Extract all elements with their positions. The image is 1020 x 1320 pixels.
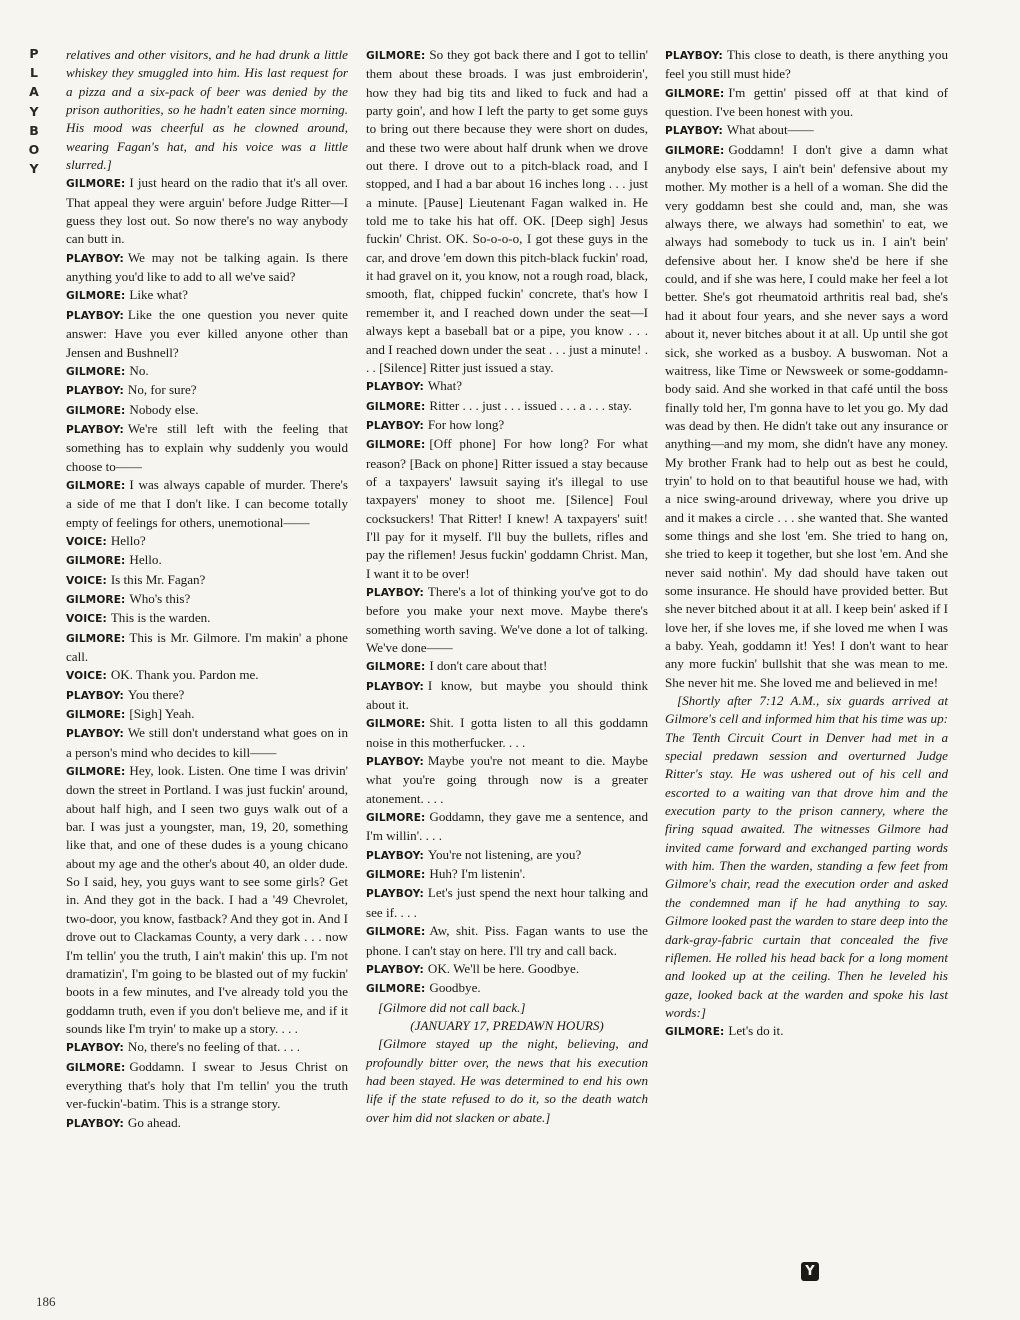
speaker-label: GILMORE: [366,926,426,939]
speaker-label: PLAYBOY: [665,125,723,138]
dialogue-text: For how long? [427,416,505,432]
dialogue-paragraph [366,865,648,884]
dialogue-text: [Off phone] For how long? For what reason? [Back on phone] Ritter issued a stay because of a taxpayers' lawsuit saying it's illegal to use taxpayers' money to shoot me. [Silence] Foul cocksuckers! That Ritter! I knew! A taxpayers' suit! I'll pay for it myself. I'll buy the bullets, rifles and pay the riflemen! Jesus fuckin' goddamn Christ. Man, I want it to be over! [366,436,648,581]
page-number: 186 [36,1294,56,1309]
dialogue-text: Goddamn, they gave me a sentence, and I'm willin'. . . . [366,809,648,844]
side-title-letter: L [30,65,38,81]
side-title-letter: Y [29,103,39,119]
speaker-label: GILMORE: [66,365,126,378]
dialogue-text: Hello. [129,552,162,568]
dialogue-text: No. [129,362,149,378]
speaker-label: VOICE: [66,613,107,626]
dialogue-text: Is this Mr. Fagan? [110,571,206,587]
dialogue-paragraph [66,249,348,287]
dialogue-paragraph [366,846,648,865]
dialogue-paragraph [366,46,648,377]
dialogue-text: Let's do it. [728,1023,784,1039]
stage-direction: relatives and other visitors, and he had drunk a little whiskey they smuggled into him. His last request for a pizza and a six-pack of beer was denied by the prison authorities, so he hadn't eaten since morning. His mood was cheerful as he clowned around, wearing Fagan's hat, and his voice was a little slurred.] [66,47,348,173]
dialogue-paragraph [366,583,648,657]
speaker-label: GILMORE: [66,709,126,722]
dialogue-text: You there? [127,686,185,702]
speaker-label: PLAYBOY: [665,50,723,62]
speaker-label: GILMORE: [366,812,426,825]
dialogue-text: So they got back there and I got to tellin' them about these broads. I was just embroiderin', how they had big tits and liked to fuck and had a party goin', and how I left the party to get some guys to bring out there because they were short on dudes, and these two were about half drunk when we drove out there. I drove out to a pitch-black road, and I stopped, and I had a bar about 16 inches long . . . just a minute. [Pause] Lieutenant Fagan walked in. He told me to take his hat off. OK. [Deep sigh] Jesus fuckin' Christ. OK. So-o-o-o, I got these guys in the car, and drove 'em down this pitch-black fuckin' road, it had gravel on it, you know, not a rough road, black, smooth, flat, chipped fuckin' concrete, that's how I remember it, and I reached down under the seat—I always kept a baseball bat or a pipe, you know . . . and I reached down under the seat . . . just a minute! . . . [Silence] Ritter just issued a stay. [366,47,648,375]
dialogue-paragraph [665,84,948,122]
dialogue-paragraph [66,629,348,667]
stage-direction: (JANUARY 17, PREDAWN HOURS) [410,1017,604,1033]
speaker-label: PLAYBOY: [366,419,424,432]
dialogue-paragraph [66,609,348,628]
dialogue-paragraph [366,397,648,416]
speaker-label: GILMORE: [66,632,126,645]
speaker-label: PLAYBOY: [366,680,424,693]
dialogue-text: We still don't understand what goes on in a person's mind who decides to kill—— [66,725,348,760]
speaker-label: GILMORE: [66,1061,126,1074]
dialogue-text: No, there's no feeling of that. . . . [127,1039,301,1055]
dialogue-paragraph [66,1058,348,1114]
dialogue-paragraph [66,381,348,400]
speaker-label: PLAYBOY: [366,888,424,901]
speaker-label: GILMORE: [66,479,126,492]
speaker-label: PLAYBOY: [366,849,424,862]
dialogue-paragraph [66,705,348,724]
dialogue-text: This is the warden. [110,610,211,626]
dialogue-text: Goddamn. I swear to Jesus Christ on everything that's holy that I'm tellin' you the truth ver-fuckin'-batim. This is a strange story. [66,1058,348,1112]
dialogue-text: No, for sure? [127,382,197,398]
dialogue-text: [Sigh] Yeah. [129,706,195,722]
dialogue-text: OK. We'll be here. Goodbye. [427,960,580,976]
dialogue-text: This close to death, is there anything you feel you still must hide? [665,47,948,82]
dialogue-text: Hello? [110,532,146,548]
rabbit-endmark-icon: Y [801,1262,819,1281]
dialogue-text: Goodbye. [429,980,481,996]
speaker-label: GILMORE: [366,400,426,413]
dialogue-paragraph [66,401,348,420]
dialogue-paragraph [66,686,348,705]
dialogue-text: We're still left with the feeling that something has to explain why suddenly you would choose to—— [66,420,348,474]
dialogue-text: I don't care about that! [429,658,548,674]
dialogue-text: Like what? [129,287,188,303]
dialogue-text: Huh? I'm listenin'. [429,866,526,882]
dialogue-text: Let's just spend the next hour talking and see if. . . . [366,885,648,920]
dialogue-paragraph [366,435,648,583]
dialogue-text: Aw, shit. Piss. Fagan wants to use the phone. I can't stay on here. I'll try and call back. [366,923,648,958]
speaker-label: PLAYBOY: [66,1117,124,1130]
dialogue-paragraph [66,362,348,381]
dialogue-text: Who's this? [129,590,191,606]
dialogue-text: Hey, look. Listen. One time I was drivin' down the street in Portland. I was just fuckin' around, about half high, and I seen two guys walk out of a bar. I was just a youngster, man, 19, 20, something like that, and one of these dudes is a young chicano about my age and the other's about 40, an older dude. So I said, hey, you guys want to see some girls? Get in. And they got in the back. I had a '49 Chevrolet, two-door, you know, fastback? And they got in. And I drove out to Clackamas County, a very dark . . . now I'm tellin' you the truth, I ain't makin' this up. I'm not dramatizin', I'm going to be blasted out of my fuckin' boots in a few minutes, and I've already told you the goddamn truth, even if you don't believe me, and if it sounds like I'm tryin' to make up a story. . . . [66,763,348,1036]
dialogue-text: Nobody else. [129,401,199,417]
speaker-label: GILMORE: [66,593,126,606]
dialogue-text: OK. Thank you. Pardon me. [110,667,259,683]
dialogue-text: This is Mr. Gilmore. I'm makin' a phone call. [66,629,348,664]
dialogue-paragraph [66,420,348,476]
dialogue-paragraph [66,571,348,590]
speaker-label: PLAYBOY: [66,309,124,322]
dialogue-paragraph [366,677,648,715]
text-column-3 [665,46,948,1042]
dialogue-paragraph [66,1114,348,1133]
speaker-label: GILMORE: [366,50,426,62]
speaker-label: GILMORE: [66,178,126,191]
text-column-2 [366,46,648,1127]
side-title-letter: A [29,84,39,100]
speaker-label: VOICE: [66,535,107,548]
magazine-side-title [26,44,42,178]
speaker-label: GILMORE: [366,869,426,882]
dialogue-paragraph [665,1022,948,1041]
dialogue-text: You're not listening, are you? [427,846,582,862]
speaker-label: PLAYBOY: [66,1042,124,1055]
speaker-label: GILMORE: [366,718,426,731]
speaker-label: GILMORE: [366,439,426,452]
speaker-label: GILMORE: [665,1026,725,1039]
speaker-label: PLAYBOY: [366,963,424,976]
dialogue-paragraph [366,657,648,676]
dialogue-paragraph [66,762,348,1038]
text-column-1 [66,46,348,1133]
speaker-label: PLAYBOY: [366,381,424,394]
dialogue-paragraph [665,141,948,692]
speaker-label: GILMORE: [66,290,126,303]
dialogue-paragraph [366,922,648,960]
speaker-label: GILMORE: [66,555,126,568]
dialogue-paragraph [66,476,348,532]
dialogue-paragraph [366,377,648,396]
speaker-label: PLAYBOY: [66,423,124,436]
dialogue-paragraph [665,121,948,140]
speaker-label: GILMORE: [665,144,725,157]
speaker-label: PLAYBOY: [66,385,124,398]
speaker-label: PLAYBOY: [366,586,424,599]
dialogue-text: Shit. I gotta listen to all this goddamn noise in this motherfucker. . . . [366,715,648,750]
speaker-label: VOICE: [66,670,107,683]
dialogue-paragraph [66,551,348,570]
stage-direction: [Gilmore did not call back.] [378,999,526,1015]
dialogue-paragraph [366,752,648,808]
speaker-label: VOICE: [66,574,107,587]
stage-direction: [Shortly after 7:12 A.M., six guards arrived at Gilmore's cell and informed him that his time was up: The Tenth Circuit Court in Denver had met in a special predawn session and overturned Judge Ritter's stay. He was ushered out of his cell and escorted to a waiting van that drove him and the execution party to the prison cannery, where the firing squad awaited. The witnesses Gilmore had invited came forward and exchanged parting words with him. Then the warden, standing a few feet from Gilmore's chair, read the execution order and asked the condemned man if he had anything to say. Gilmore looked past the warden to stare deep into the dark-gray-fabric curtain that concealed the five riflemen. He rolled his head back for a long moment and looked up at the ceiling. Then he leveled his gaze, looked back at the warden and spoke his last words:] [665,693,948,1020]
speaker-label: GILMORE: [66,766,126,779]
speaker-label: PLAYBOY: [66,728,124,741]
dialogue-text: What? [427,378,463,394]
dialogue-paragraph [66,174,348,248]
dialogue-text: Maybe you're not meant to die. Maybe what you're going through now is a greater atonement. . . . [366,753,648,806]
dialogue-paragraph [366,884,648,922]
dialogue-paragraph [366,714,648,752]
speaker-label: GILMORE: [665,87,725,100]
dialogue-text: What about—— [726,122,814,138]
side-title-letter: O [28,142,40,158]
dialogue-text: Go ahead. [127,1114,181,1130]
dialogue-paragraph [366,979,648,998]
speaker-label: PLAYBOY: [66,252,124,265]
dialogue-paragraph [366,416,648,435]
side-title-letter: P [29,46,39,61]
dialogue-text: I'm gettin' pissed off at that kind of question. I've been honest with you. [665,84,948,120]
dialogue-paragraph [66,590,348,609]
dialogue-paragraph [66,306,348,362]
speaker-label: PLAYBOY: [366,756,424,769]
dialogue-paragraph [66,724,348,762]
dialogue-paragraph [366,808,648,846]
stage-direction: [Gilmore stayed up the night, believing, and profoundly bitter over, the news that his execution had been stayed. He was determined to end his own life if the state refused to do it, so the death watch over him did not slacken or abate.] [366,1036,648,1125]
side-title-letter: B [29,122,39,138]
dialogue-text: I know, but maybe you should think about it. [366,677,648,713]
speaker-label: GILMORE: [366,983,426,996]
speaker-label: GILMORE: [66,404,126,417]
dialogue-paragraph [665,46,948,84]
dialogue-paragraph [66,532,348,551]
dialogue-text: There's a lot of thinking you've got to do before you make your next move. Maybe there's something worth saving. We've done a lot of talking. We've done—— [366,583,648,655]
speaker-label: PLAYBOY: [66,689,124,702]
dialogue-text: Goddamn! I don't give a damn what anybody else says, I ain't bein' defensive about my mother. My mother is a hell of a woman. She did the very goddamn best she could and, man, she was always there, we always had somethin' to eat, we always had somebody to tuck us in. I ain't bein' defensive about her. I know she'd be here if she could, and if she was here, I could make her feel a lot better. She's got rheumatoid arthritis real bad, she's had it about four years, and she never says a word about it, never bitches about it at all. Up until she got sick, she worked as a busboy. A buswoman. Not a waitress, like Time or Newsweek or some-goddamn-body said. And she worked in that café until the boss finally told her, I'm gonna have to let you go. My dad was dead by then. He didn't take out any insurance or anything—and my mom, she didn't have any money. My brother Frank had to help out as best he could, tryin' to hold on to that beautiful house we had, with a nice swing-around driveway, where you drive up and it makes a circle . . . she wanted that. She wanted some things and she lost 'em. She tried to hang on, she tried to keep it together, but she lost 'em. And she never said nothin'. My dad should have taken out some insurance. He should have provided better. But she never bitched about it at all. I keep bein' asked if I love her, if she loves me, if she loved me when I was a baby. Yeah, goddamn it! Yes! I don't want to hear any more fuckin' bullshit that she was mean to me. She never hit me. She loved me and believed in me! [665,141,948,690]
dialogue-text: Like the one question you never quite answer: Have you ever killed anyone other than Jensen and Bushnell? [66,306,348,360]
dialogue-paragraph [366,960,648,979]
side-title-letter: Y [29,161,39,177]
dialogue-text: Ritter . . . just . . . issued . . . a . . . stay. [429,397,632,413]
speaker-label: GILMORE: [366,661,426,674]
dialogue-paragraph [66,666,348,685]
dialogue-text: I just heard on the radio that it's all over. That appeal they were arguin' before Judge Ritter—I guess they lost out. So now there's no way anybody can butt in. [66,175,348,247]
dialogue-text: I was always capable of murder. There's a side of me that I don't like. I can become totally empty of feelings for others, unemotional—— [66,476,348,530]
dialogue-paragraph [66,286,348,305]
dialogue-text: We may not be talking again. Is there anything you'd like to add to all we've said? [66,249,348,285]
dialogue-paragraph [66,1038,348,1057]
